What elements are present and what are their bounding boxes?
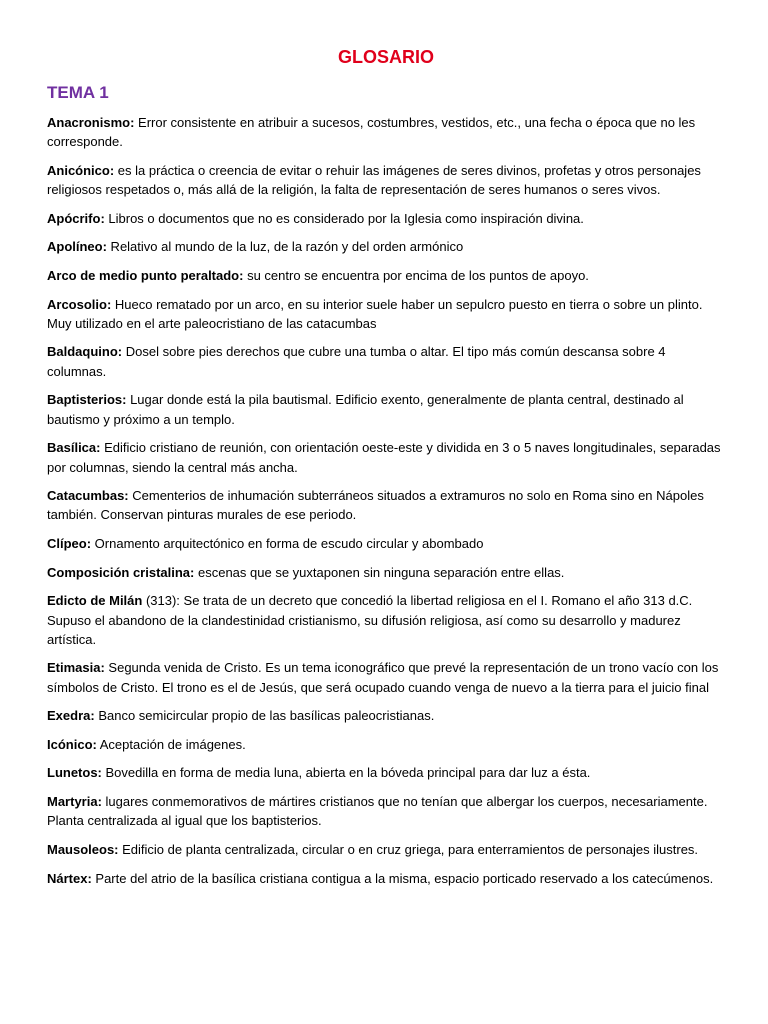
glossary-entry	[47, 209, 723, 228]
glossary-entry	[47, 591, 723, 649]
glossary-term: Apolíneo:	[47, 239, 107, 255]
glossary-definition: Parte del atrio de la basílica cristiana contigua a la misma, espacio porticado reservado a los catecúmenos.	[91, 870, 714, 886]
glossary-list	[47, 113, 723, 888]
glossary-term: Martyria:	[47, 794, 102, 810]
glossary-entry	[47, 113, 723, 152]
glossary-term: Basílica:	[47, 440, 101, 456]
glossary-entry	[47, 161, 723, 200]
glossary-entry	[47, 869, 723, 888]
glossary-definition: Libros o documentos que no es considerado por la Iglesia como inspiración divina.	[104, 210, 584, 226]
glossary-definition: Segunda venida de Cristo. Es un tema iconográfico que prevé la representación de un trono vacío con los símbolos de Cristo. El trono es el de Jesús, que será ocupado cuando venga de nuevo a la tierra para el juicio final	[47, 660, 719, 695]
glossary-term: Arcosolio:	[47, 296, 112, 312]
glossary-term: Nártex:	[47, 870, 92, 886]
glossary-definition: Hueco rematado por un arco, en su interior suele haber un sepulcro puesto en tierra o sobre un plinto. Muy utilizado en el arte paleocristiano de las catacumbas	[47, 296, 703, 331]
glossary-term: Etimasia:	[47, 660, 105, 676]
glossary-definition: es la práctica o creencia de evitar o rehuir las imágenes de seres divinos, profetas y otros personajes religiosos respetados o, más allá de la religión, la falta de representación de seres humanos o seres vivos.	[47, 162, 701, 198]
glossary-entry	[47, 266, 723, 285]
glossary-entry	[47, 486, 723, 525]
glossary-definition: su centro se encuentra por encima de los puntos de apoyo.	[243, 267, 589, 283]
glossary-term: Lunetos:	[47, 765, 102, 781]
glossary-term: Mausoleos:	[47, 841, 119, 857]
glossary-entry	[47, 658, 723, 697]
glossary-term: Clípeo:	[47, 536, 92, 552]
glossary-entry	[47, 390, 723, 429]
glossary-term: Baldaquino:	[47, 344, 123, 360]
glossary-term: Catacumbas:	[47, 488, 129, 504]
glossary-definition: Aceptación de imágenes.	[96, 736, 246, 752]
glossary-definition: Ornamento arquitectónico en forma de escudo circular y abombado	[91, 536, 484, 552]
glossary-term: Arco de medio punto peraltado:	[47, 267, 244, 283]
glossary-definition: Dosel sobre pies derechos que cubre una tumba o altar. El tipo más común descansa sobre 4 columnas.	[47, 344, 666, 379]
glossary-definition: Edificio de planta centralizada, circular o en cruz griega, para enterramientos de personajes ilustres.	[118, 841, 699, 857]
glossary-term: Edicto de Milán	[47, 593, 143, 609]
glossary-term: Baptisterios:	[47, 392, 127, 408]
glossary-term: Icónico:	[47, 736, 97, 752]
glossary-definition: Edificio cristiano de reunión, con orientación oeste-este y dividida en 3 o 5 naves longitudinales, separadas por columnas, siendo la central más ancha.	[47, 440, 721, 475]
glossary-entry	[47, 706, 723, 725]
glossary-definition: Cementerios de inhumación subterráneos situados a extramuros no solo en Roma sino en Nápoles también. Conservan pinturas murales de ese periodo.	[47, 488, 704, 523]
glossary-term: Anacronismo:	[47, 115, 135, 130]
glossary-entry	[47, 295, 723, 334]
glossary-definition: Bovedilla en forma de media luna, abierta en la bóveda principal para dar luz a ésta.	[101, 765, 591, 781]
glossary-entry	[47, 840, 723, 859]
glossary-term: Composición cristalina:	[47, 564, 195, 580]
glossary-entry	[47, 237, 723, 256]
glossary-definition: Lugar donde está la pila bautismal. Edificio exento, generalmente de planta central, destinado al bautismo y próximo a un templo.	[47, 392, 684, 427]
glossary-entry	[47, 342, 723, 381]
glossary-definition: Error consistente en atribuir a sucesos, costumbres, vestidos, etc., una fecha o época que no les corresponde.	[47, 115, 696, 150]
glossary-definition: (313): Se trata de un decreto que concedió la libertad religiosa en el I. Romano el año 313 d.C. Supuso el abandono de la clandestinidad cristianismo, su difusión religiosa, así como su desarrollo y madurez artística.	[47, 593, 693, 647]
glossary-definition: escenas que se yuxtaponen sin ninguna separación entre ellas.	[194, 564, 565, 580]
glossary-entry	[47, 792, 723, 831]
section-heading: TEMA 1	[47, 83, 109, 102]
glossary-term: Anicónico:	[47, 162, 115, 178]
glossary-term: Apócrifo:	[47, 210, 105, 226]
glossary-entry	[47, 534, 723, 553]
glossary-entry	[47, 735, 723, 754]
glossary-definition: Banco semicircular propio de las basílicas paleocristianas.	[94, 708, 435, 724]
document-title: GLOSARIO	[337, 47, 434, 67]
glossary-entry	[47, 438, 723, 477]
glossary-definition: lugares conmemorativos de mártires cristianos que no tenían que albergar los cuerpos, necesariamente. Planta centralizada al igual que los baptisterios.	[47, 794, 708, 829]
glossary-term: Exedra:	[47, 708, 95, 724]
glossary-entry	[47, 563, 723, 582]
glossary-definition: Relativo al mundo de la luz, de la razón y del orden armónico	[106, 239, 464, 255]
glossary-entry	[47, 763, 723, 782]
